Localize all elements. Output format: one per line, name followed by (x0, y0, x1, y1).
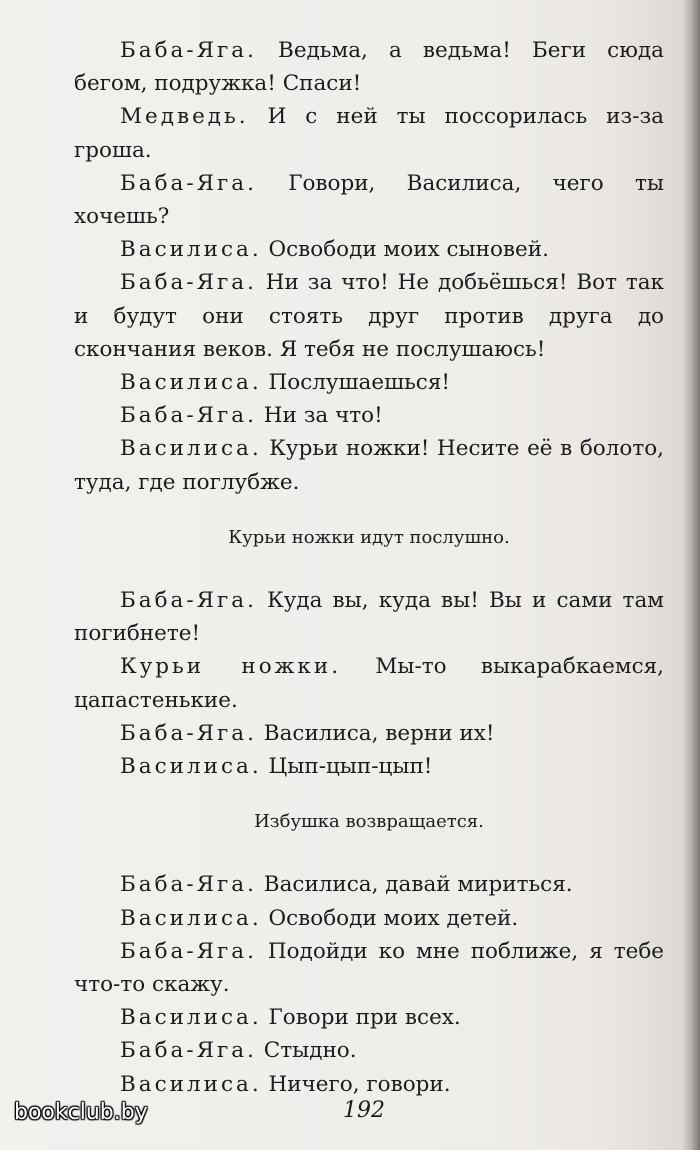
dialogue-line (74, 650, 664, 716)
speaker-name: Баба-Яга. (120, 270, 257, 296)
dialogue-line (74, 935, 664, 1001)
line-text: Василиса, давай мириться. (263, 872, 573, 898)
page-number: 192 (343, 1098, 385, 1123)
line-text: Послушаешься! (268, 370, 451, 396)
speaker-name: Баба-Яга. (120, 1038, 257, 1064)
speaker-name: Курьи ножки. (120, 654, 342, 680)
speaker-name: Василиса. (120, 237, 262, 263)
dialogue-line (74, 233, 664, 266)
page-footer (0, 1098, 700, 1138)
line-text: Курьи ножки! Несите её в болото, туда, где поглубже. (74, 436, 664, 495)
speaker-name: Баба-Яга. (120, 872, 257, 898)
line-text: Цып-цып-цып! (268, 754, 433, 780)
line-text: Мы-то выкарабкаемся, цапастенькие. (74, 654, 665, 713)
speaker-name: Баба-Яга. (120, 588, 257, 614)
line-text: Говори при всех. (268, 1005, 461, 1031)
dialogue-line (74, 868, 664, 901)
stage-direction: Курьи ножки идут послушно. (228, 526, 510, 548)
speaker-name: Баба-Яга. (120, 170, 257, 196)
line-text: Стыдно. (263, 1038, 357, 1064)
dialogue-line (74, 366, 664, 399)
speaker-name: Василиса. (120, 436, 262, 462)
dialogue-line (74, 399, 664, 432)
line-text: Ни за что! Не добьёшься! Вот так и будут они стоять друг против друга до скончания веков. Я тебя не послушаюсь! (74, 270, 664, 362)
dialogue-line (74, 167, 664, 233)
line-text: Подойди ко мне поближе, я тебе что-то скажу. (74, 938, 664, 998)
line-text: Ничего, говори. (268, 1071, 451, 1097)
speaker-name: Василиса. (120, 1005, 262, 1031)
play-text (74, 34, 664, 1101)
speaker-name: Василиса. (120, 905, 262, 931)
speaker-name: Василиса. (120, 754, 262, 780)
dialogue-line (74, 1001, 664, 1034)
dialogue-line (74, 34, 664, 100)
dialogue-line (74, 266, 664, 366)
page-edge-shadow (682, 0, 700, 1150)
dialogue-line (74, 717, 664, 750)
dialogue-line (74, 584, 664, 650)
line-text: И с ней ты поссорилась из-за гроша. (74, 104, 664, 163)
line-text: Говори, Василиса, чего ты хочешь? (74, 170, 664, 230)
line-text: Василиса, верни их! (263, 720, 495, 746)
speaker-name: Баба-Яга. (120, 720, 257, 746)
speaker-name: Баба-Яга. (120, 938, 257, 964)
speaker-name: Медведь. (120, 104, 249, 130)
line-text: Куда вы, куда вы! Вы и сами там погибнете! (74, 588, 664, 647)
line-text: Освободи моих сыновей. (268, 237, 549, 263)
stage-direction: Избушка возвращается. (254, 811, 484, 833)
dialogue-line (74, 100, 664, 166)
dialogue-line (74, 902, 664, 935)
line-text: Ни за что! (263, 403, 383, 429)
speaker-name: Василиса. (120, 1071, 262, 1097)
line-text: Освободи моих детей. (268, 905, 519, 931)
line-text: Ведьма, а ведьма! Беги сюда бегом, подружка! Спаси! (74, 38, 664, 97)
speaker-name: Василиса. (120, 370, 262, 396)
dialogue-line (74, 1068, 664, 1101)
dialogue-line (74, 1034, 664, 1067)
dialogue-line (74, 750, 664, 783)
speaker-name: Баба-Яга. (120, 403, 257, 429)
site-watermark: bookclub.by (14, 1100, 148, 1125)
dialogue-line (74, 432, 664, 498)
speaker-name: Баба-Яга. (120, 38, 257, 63)
